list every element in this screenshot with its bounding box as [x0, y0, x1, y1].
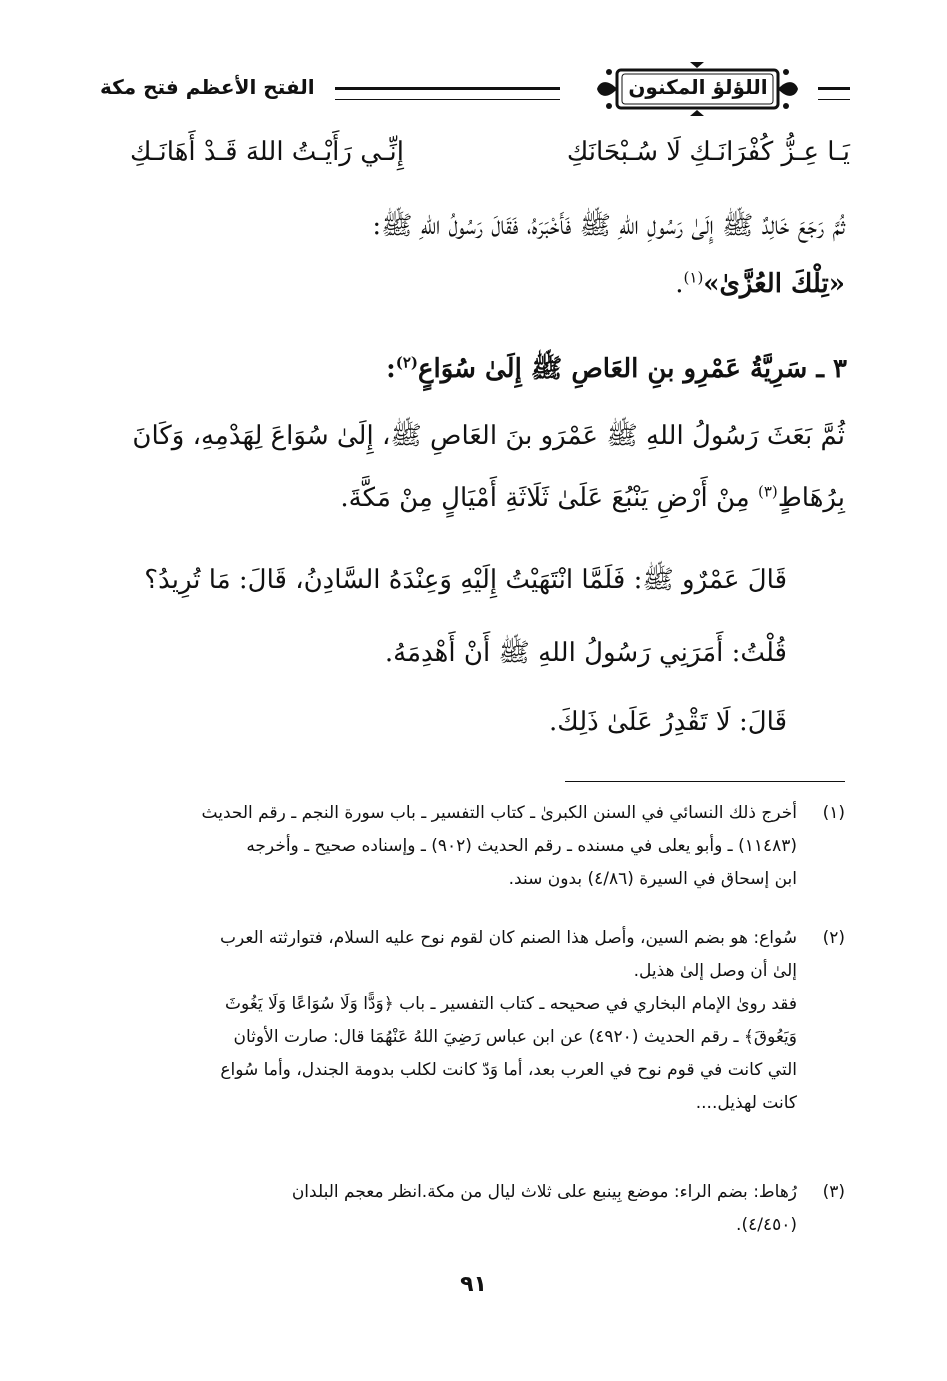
- place-name: بِرُهَاطٍ: [777, 483, 845, 513]
- header-rule-left: [335, 87, 560, 100]
- paragraph-line: [110, 482, 845, 544]
- dialogue-line: قُلْتُ: أَمَرَنِي رَسُولُ اللهِ ﷺ أَنْ أَهْدِمَهُ.: [384, 638, 787, 668]
- footnote-number: (٣): [822, 1182, 845, 1202]
- paragraph-text: مِنْ أَرْضِ يَنْبُعَ عَلَىٰ ثَلَاثَةِ أَمْيَالٍ مِنْ مَكَّةَ.: [340, 483, 758, 513]
- page-number: ٩١: [460, 1272, 487, 1297]
- dialogue-line: قَالَ: لَا تَقْدِرُ عَلَىٰ ذَلِكَ.: [549, 707, 787, 737]
- footnote-2: [110, 922, 845, 1120]
- footnote-ref[interactable]: (٢): [395, 353, 418, 372]
- footnote-line: كانت لهذيل....: [695, 1093, 797, 1113]
- prophet-quote: «تِلْكَ العُزَّىٰ»: [703, 269, 845, 299]
- footnote-3: [110, 1176, 845, 1242]
- footnote-ref[interactable]: (٣): [757, 482, 778, 501]
- page-header: [100, 55, 850, 115]
- footnote-number: (١): [822, 803, 845, 823]
- paragraph-line: ثُمَّ بَعَثَ رَسُولُ اللهِ ﷺ عَمْرَو بنَ العَاصِ ﷺ، إِلَىٰ سُوَاعَ لِهَدْمِهِ، وَكَانَ: [132, 421, 845, 451]
- header-rule-right: [818, 87, 850, 100]
- punctuation: :: [386, 354, 396, 384]
- section-heading: [112, 352, 847, 390]
- footnote-ref[interactable]: (١): [683, 268, 704, 287]
- footnote-line: ابن إسحاق في السيرة (٤/٨٦) بدون سند.: [508, 869, 797, 889]
- footnote-separator: [565, 781, 845, 782]
- book-title: اللؤلؤ المكنون: [628, 75, 768, 99]
- poem-verse: [120, 137, 850, 177]
- footnote-line: رُهاط: بضم الراء: موضع بِينبع على ثلاث ليال من مكة.انظر معجم البلدان: [291, 1182, 797, 1202]
- heading-text: ٣ ـ سَرِيَّةُ عَمْرِو بنِ العَاصِ ﷺ إِلَىٰ سُوَاعٍ: [417, 354, 847, 384]
- footnote-line: (١١٤٨٣) ـ وأبو يعلى في مسنده ـ رقم الحديث (٩٠٢) ـ وإسناده صحيح ـ وأخرجه: [246, 836, 797, 856]
- dialogue-line: قَالَ عَمْرٌو ﷺ: فَلَمَّا انْتَهَيْتُ إِلَيْهِ وَعِنْدَهُ السَّادِنُ، قَالَ: مَا تُرِيدُ؟: [144, 565, 787, 595]
- footnote-line: فقد روىٰ الإمام البخاري في صحيحه ـ كتاب التفسير ـ باب ﴿وَدًّا وَلَا سُوَاعًا وَلَا يَغُوثَ: [225, 994, 797, 1014]
- section-title: الفتح الأعظم فتح مكة: [100, 75, 315, 99]
- verse-right-hemistich: يَـا عِـزُّ كُفْرَانَـكِ لَا سُـبْحَانَكِ: [566, 137, 850, 167]
- footnote-line: (٤/٤٥٠).: [736, 1215, 797, 1235]
- paragraph-line: [110, 268, 845, 326]
- footnote-line: أخرج ذلك النسائي في السنن الكبرىٰ ـ كتاب التفسير ـ باب سورة النجم ـ رقم الحديث: [201, 803, 797, 823]
- paragraph-line: ثُمَّ رَجَعَ خَالِدٌ ﷺ إِلَىٰ رَسُولِ اللهِ ﷺ فَأَخْبَرَهُ، فَقَالَ رَسُولُ اللهِ ﷺ:: [372, 211, 845, 241]
- footnote-line: سُواع: هو بضم السين، وأصل هذا الصنم كان لقوم نوح عليه السلام، فتوارثته العرب: [220, 928, 797, 948]
- verse-left-hemistich: إِنِّـي رَأَيْـتُ اللهَ قَـدْ أَهَانَـكِ: [130, 137, 404, 167]
- paragraph-amr-mission: [110, 420, 845, 544]
- footnote-1: [110, 797, 845, 896]
- footnote-line: التي كانت في قوم نوح في العرب بعد، أما وَدّ كانت لكلب بدومة الجندل، وأما سُواع: [220, 1060, 797, 1080]
- footnote-number: (٢): [822, 928, 845, 948]
- paragraph-khalid-return: [110, 210, 845, 326]
- footnote-line: إلىٰ أن وصل إلىٰ هذيل.: [633, 961, 797, 981]
- punctuation: .: [675, 269, 684, 299]
- footnote-line: وَيَعُوقَ﴾ ـ رقم الحديث (٤٩٢٠) عن ابن عباس رَضِيَ اللهُ عَنْهُمَا قال: صارت الأوثان: [233, 1027, 797, 1047]
